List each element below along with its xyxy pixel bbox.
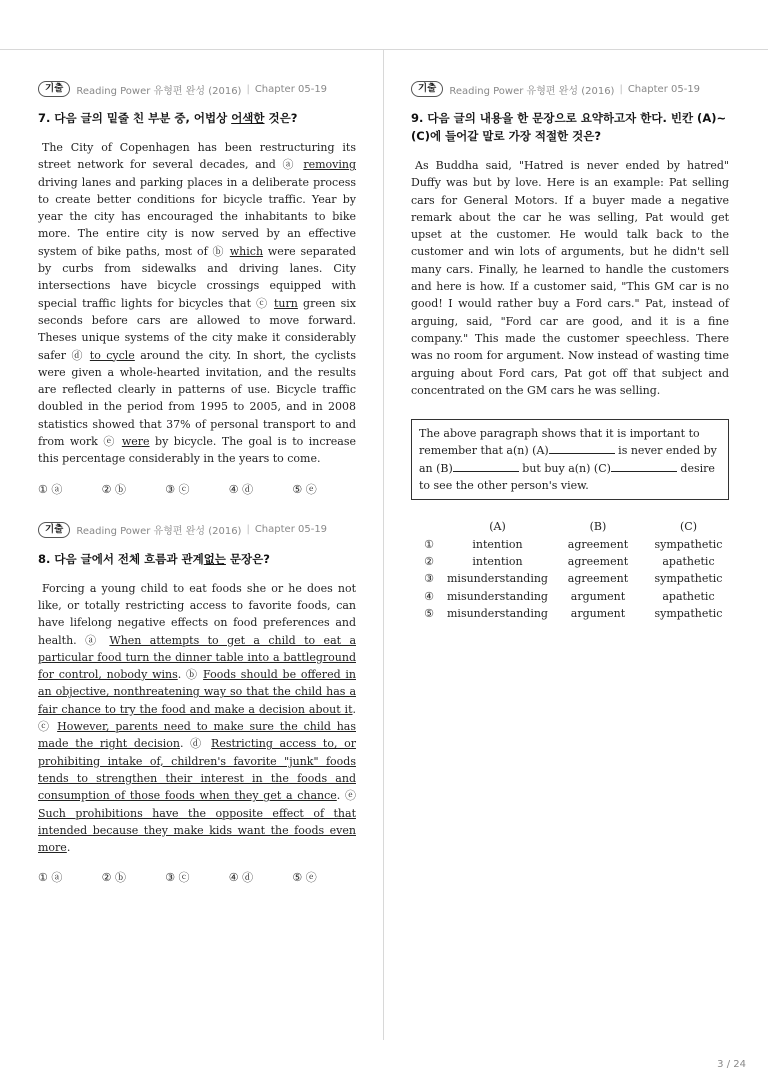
- q7-source: Reading Power 유형편 완성 (2016): [76, 85, 242, 97]
- q9-source: Reading Power 유형편 완성 (2016): [449, 85, 615, 97]
- page-number: 3 / 24: [717, 1059, 746, 1070]
- col-a-header: (A): [489, 520, 506, 534]
- blank-a: [549, 443, 615, 454]
- q7-tag-badge: 기출: [38, 81, 70, 97]
- col-b-header: (B): [589, 520, 607, 534]
- q9-answer-table: [411, 518, 729, 622]
- q7-chapter: Chapter 05-19: [254, 83, 328, 95]
- col-c-header: (C): [679, 520, 697, 534]
- q9-passage: As Buddha said, "Hatred is never ended by hatred" Duffy was but by love. Here is an example: Pat selling cars for General Motors. If a buyer made a negative remark about the car he was selling, Pat would get upset at the customer. He would talk back to the customer and win lots of arguments, but he didn't sell many cars. Finally, he learned to handle the customers and here is how. If a customer said, "This GM car is no good! I would rather buy a Ford cars." Pat, instead of arguing, said, "Ford car are good, and it is a fine company." This made the customer speechless. There was no room for argument. Now instead of wasting time arguing about Ford cars, Pat got off that subject and concentrated on the GM cars he was selling.: [411, 159, 729, 397]
- q8-option-3[interactable]: ③ ⓒ: [165, 871, 190, 885]
- header-rule: [0, 49, 768, 50]
- q8-option-1[interactable]: ① ⓐ: [38, 871, 63, 885]
- q8-source: Reading Power 유형편 완성 (2016): [76, 526, 242, 538]
- q8-separator: |: [246, 524, 250, 536]
- q7-option-1[interactable]: ① ⓐ: [38, 482, 63, 496]
- question-8: [38, 521, 356, 886]
- column-divider: [383, 50, 384, 1040]
- blank-b: [453, 461, 519, 472]
- answer-row-2[interactable]: ② intention agreement apathetic: [424, 555, 715, 569]
- q9-title: 9. 다음 글의 내용을 한 문장으로 요약하고자 한다. 빈칸 (A)~(C)에 들어갈 말로 가장 적절한 것은?: [411, 111, 727, 143]
- left-column: [38, 80, 356, 885]
- q7-title: 7. 다음 글의 밑줄 친 부분 중, 어법상 어색한 것은?: [38, 111, 298, 125]
- q7-option-5[interactable]: ⑤ ⓔ: [292, 482, 317, 496]
- q7-option-2[interactable]: ② ⓑ: [101, 482, 126, 496]
- q8-options: [38, 869, 356, 885]
- blank-c: [611, 461, 677, 472]
- q8-option-5[interactable]: ⑤ ⓔ: [292, 871, 317, 885]
- question-7: [38, 80, 356, 497]
- q9-tag-badge: 기출: [411, 81, 443, 97]
- right-column: [411, 80, 729, 622]
- q8-chapter: Chapter 05-19: [254, 524, 328, 536]
- q9-chapter: Chapter 05-19: [627, 83, 701, 95]
- q7-option-3[interactable]: ③ ⓒ: [165, 482, 190, 496]
- q7-passage: The City of Copenhagen has been restructuring its street network for several decades, and ⓐ removing driving lanes and parking places in a deliberate process to create better conditions for bicycle traffic. Year by year the city has encouraged the inhabitants to bike more. The entire city is now served by an effective system of bike paths, most of ⓑ which were separated by curbs from sidewalks and driving lanes. City intersections have bicycle crossings equipped with special traffic lights for bicycles that ⓒ turn green six seconds before cars are allowed to move forward. Theses unique systems of the city make it considerably safer ⓓ to cycle around the city. In short, the cyclists were given a whole-hearted invitation, and the results are reflected clearly in patterns of use. Bicycle traffic doubled in the period from 1995 to 2005, and in 2008 statistics showed that 37% of personal transport to and from work ⓔ were by bicycle. The goal is to increase this percentage considerably in the years to come.: [38, 141, 356, 466]
- q7-options: [38, 481, 356, 497]
- q7-option-4[interactable]: ④ ⓓ: [228, 482, 254, 496]
- q9-summary-box: The above paragraph shows that it is important to remember that a(n) (A) is never ended by an (B) but buy a(n) (C) desire to see the other person's view.: [411, 419, 729, 500]
- question-9: [411, 80, 729, 622]
- q8-tag-badge: 기출: [38, 522, 70, 538]
- q8-option-2[interactable]: ② ⓑ: [101, 871, 126, 885]
- q9-header: [411, 80, 729, 98]
- answer-row-1[interactable]: ① intention agreement sympathetic: [424, 537, 723, 551]
- q7-header: [38, 80, 356, 98]
- answer-row-3[interactable]: ③ misunderstanding agreement sympathetic: [424, 572, 723, 586]
- q9-separator: |: [619, 83, 623, 95]
- q7-separator: |: [246, 83, 250, 95]
- answer-table-header: [411, 518, 729, 535]
- answer-row-5[interactable]: ⑤ misunderstanding argument sympathetic: [424, 606, 723, 620]
- answer-row-4[interactable]: ④ misunderstanding argument apathetic: [424, 589, 715, 603]
- q8-title: 8. 다음 글에서 전체 흐름과 관계없는 문장은?: [38, 551, 270, 566]
- q8-passage: Forcing a young child to eat foods she or he does not like, or totally restricting access to favorite foods, can have lifelong negative effects on food preferences and health. ⓐ When attempts to get a child to eat a particular food turn the dinner table into a battleground for control, nobody wins. ⓑ Foods should be offered in an objective, nonthreatening way so that the child has a fair chance to try the food and make a decision about it. ⓒ However, parents need to make sure the child has made the right decision. ⓓ Restricting access to, or prohibiting intake of, children's favorite "junk" foods tends to strengthen their interest in the foods and consumption of those foods when they get a chance. ⓔ Such prohibitions have the opposite effect of that intended because they make kids want the foods even more.: [38, 581, 357, 855]
- q8-option-4[interactable]: ④ ⓓ: [228, 871, 254, 885]
- q8-header: [38, 521, 356, 539]
